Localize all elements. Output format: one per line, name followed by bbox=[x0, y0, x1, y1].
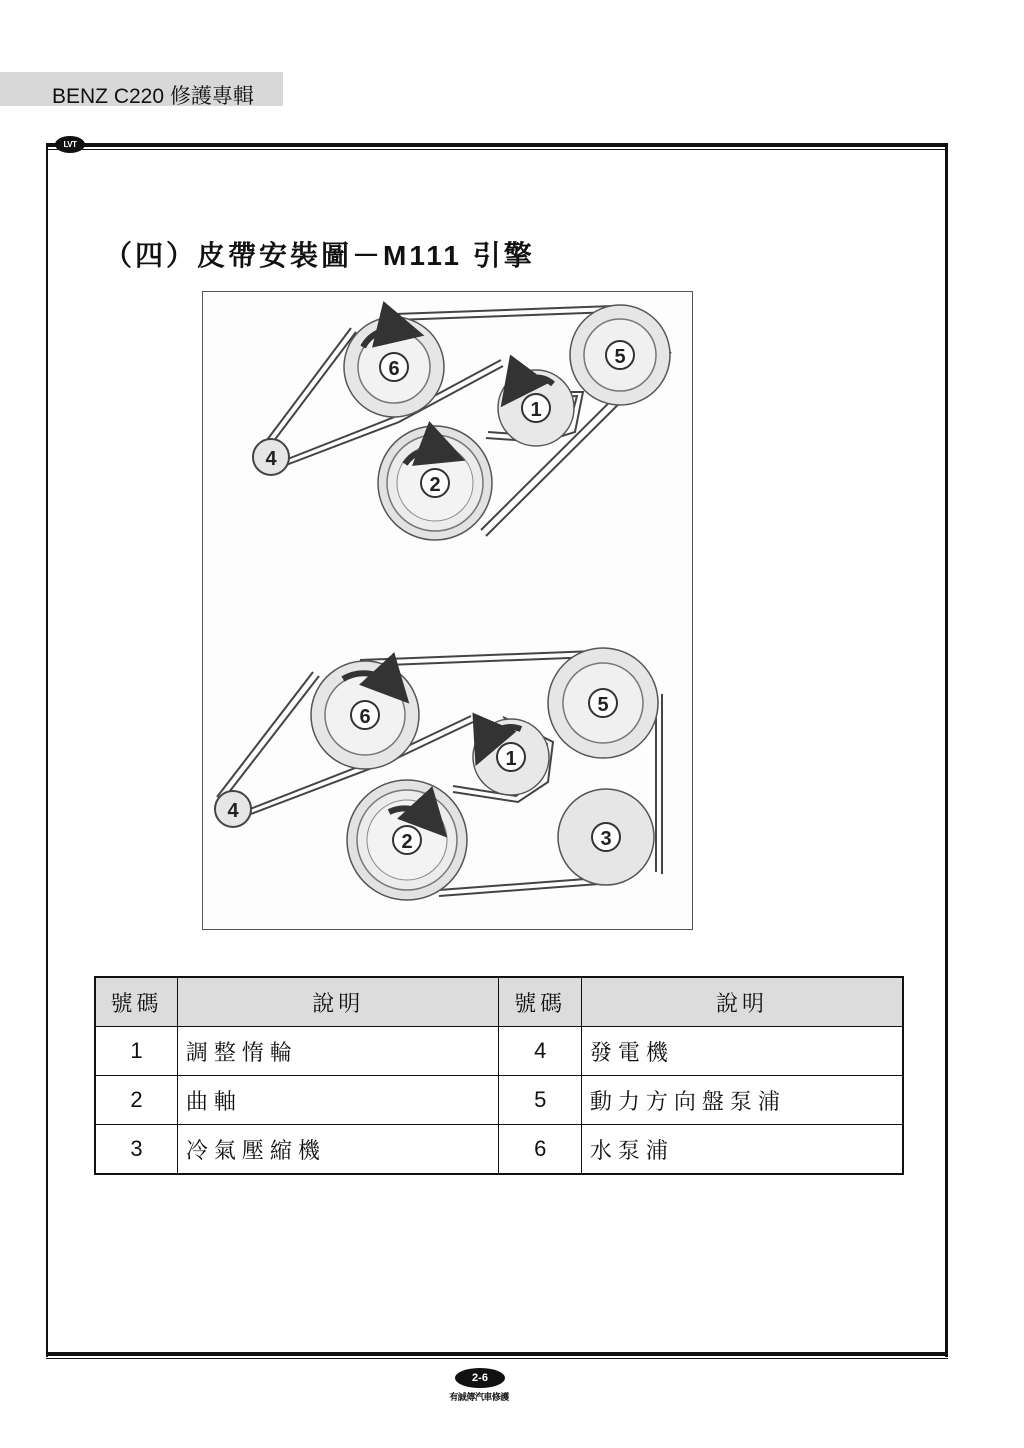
table-row bbox=[95, 1027, 903, 1076]
frame-top-rule-thin bbox=[46, 149, 948, 150]
page-number-badge: 2-6 bbox=[455, 1368, 505, 1388]
top-label-1: 1 bbox=[530, 399, 542, 421]
belt-diagram-svg bbox=[203, 292, 692, 929]
top-label-4: 4 bbox=[265, 448, 277, 470]
bottom-label-1: 1 bbox=[505, 748, 517, 770]
top-label-5: 5 bbox=[614, 346, 626, 368]
legend-number: 3 bbox=[95, 1125, 177, 1175]
legend-table bbox=[94, 976, 904, 1175]
top-pulley-water-pump bbox=[344, 317, 444, 417]
frame-bottom-rule bbox=[46, 1352, 948, 1356]
bottom-label-3: 3 bbox=[600, 828, 612, 850]
bottom-pulley-ac-compressor bbox=[558, 789, 654, 885]
legend-header-description-a: 說明 bbox=[177, 977, 499, 1027]
publisher-logo: LVT bbox=[55, 136, 85, 153]
legend-header-row bbox=[95, 977, 903, 1027]
top-pulley-power-steering bbox=[570, 305, 670, 405]
bottom-pulley-power-steering bbox=[548, 648, 658, 758]
bottom-diagram bbox=[215, 648, 662, 900]
top-pulley-crankshaft bbox=[378, 426, 492, 540]
legend-description: 動力方向盤泵浦 bbox=[581, 1076, 903, 1125]
top-pulley-tensioner bbox=[498, 370, 574, 446]
legend-number: 1 bbox=[95, 1027, 177, 1076]
frame-right-rule bbox=[945, 147, 948, 1357]
frame-left-rule bbox=[46, 147, 48, 1357]
frame-top-rule bbox=[46, 143, 948, 147]
legend-description: 調整惰輪 bbox=[177, 1027, 499, 1076]
section-title: （四）皮帶安裝圖－M111 引擎 bbox=[104, 240, 535, 271]
publisher-footer: 有誠傳汽車修護 bbox=[449, 1392, 509, 1402]
bottom-label-5: 5 bbox=[597, 694, 609, 716]
legend-header-number-a: 號碼 bbox=[95, 977, 177, 1027]
top-label-6: 6 bbox=[388, 358, 400, 380]
table-row bbox=[95, 1076, 903, 1125]
legend-number: 2 bbox=[95, 1076, 177, 1125]
book-title: BENZ C220 修護專輯 bbox=[52, 85, 254, 108]
bottom-label-6: 6 bbox=[359, 706, 371, 728]
top-diagram bbox=[253, 305, 671, 540]
legend-number: 5 bbox=[499, 1076, 581, 1125]
top-label-2: 2 bbox=[429, 474, 441, 496]
legend-header-number-b: 號碼 bbox=[499, 977, 581, 1027]
legend-description: 發電機 bbox=[581, 1027, 903, 1076]
legend-number: 6 bbox=[499, 1125, 581, 1175]
table-row bbox=[95, 1125, 903, 1175]
belt-routing-figure bbox=[202, 291, 693, 930]
legend-description: 曲軸 bbox=[177, 1076, 499, 1125]
frame-bottom-rule-thin bbox=[46, 1358, 948, 1359]
top-pulley-alternator bbox=[253, 439, 289, 475]
bottom-label-2: 2 bbox=[401, 831, 413, 853]
bottom-pulley-tensioner bbox=[473, 719, 549, 795]
legend-description: 冷氣壓縮機 bbox=[177, 1125, 499, 1175]
legend-description: 水泵浦 bbox=[581, 1125, 903, 1175]
bottom-pulley-alternator bbox=[215, 791, 251, 827]
bottom-pulley-water-pump bbox=[311, 661, 419, 769]
legend-number: 4 bbox=[499, 1027, 581, 1076]
bottom-pulley-crankshaft bbox=[347, 780, 467, 900]
bottom-label-4: 4 bbox=[227, 800, 239, 822]
legend-header-description-b: 說明 bbox=[581, 977, 903, 1027]
